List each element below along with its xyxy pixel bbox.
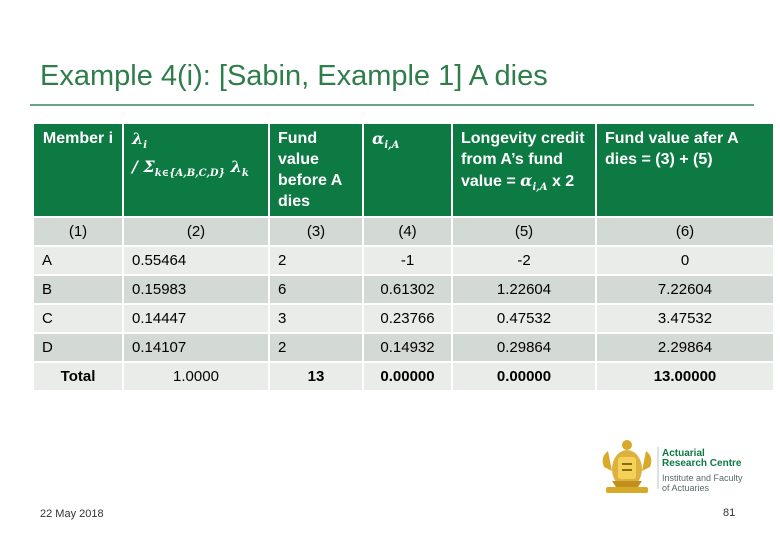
col-number-3: (3): [270, 216, 364, 245]
share-formula-denominator: / $\Sigma_{k\in\{A,B,C,D\}}$ $\lambda_k$: [132, 157, 249, 180]
table-row-column-numbers: [34, 216, 773, 245]
header-member: [34, 124, 124, 216]
total-fund-before-cell: 13: [270, 361, 364, 390]
credit-cell: -2: [453, 245, 597, 274]
share-cell: 0.14107: [124, 332, 270, 361]
fund-after-cell: 7.22604: [597, 274, 773, 303]
credit-cell: 0.29864: [453, 332, 597, 361]
logo-line-1: Actuarial: [662, 448, 705, 459]
credit-cell: 0.47532: [453, 303, 597, 332]
alpha-formula: $\alpha_{i,A}$: [372, 129, 400, 152]
logo-line-4: of Actuaries: [662, 483, 710, 493]
table-row: [34, 332, 773, 361]
page-number: 81: [723, 507, 736, 519]
table-row: [34, 274, 773, 303]
alpha-cell: 0.14932: [364, 332, 453, 361]
alpha-symbol: $\alpha_{i,A}$: [520, 171, 548, 194]
share-cell: 0.15983: [124, 274, 270, 303]
total-alpha-cell: 0.00000: [364, 361, 453, 390]
share-cell: 0.55464: [124, 245, 270, 274]
title-divider: [30, 104, 754, 106]
fund-after-cell: 0: [597, 245, 773, 274]
member-cell: B: [34, 274, 124, 303]
logo-text: [662, 449, 743, 493]
share-cell: 0.14447: [124, 303, 270, 332]
alpha-cell: 0.61302: [364, 274, 453, 303]
share-formula: $\lambda_i$: [132, 129, 148, 152]
col-number-1: (1): [34, 216, 124, 245]
header-share-formula: [124, 124, 270, 216]
header-member-label: Member i: [42, 130, 114, 147]
fund-before-cell: 3: [270, 303, 364, 332]
fund-before-cell: 6: [270, 274, 364, 303]
footer-date: 22 May 2018: [40, 508, 104, 520]
table-header-row: [34, 124, 773, 216]
fund-before-cell: 2: [270, 332, 364, 361]
total-fund-after-cell: 13.00000: [597, 361, 773, 390]
table-row: [34, 303, 773, 332]
fund-after-cell: 2.29864: [597, 332, 773, 361]
member-cell: D: [34, 332, 124, 361]
slide-title: Example 4(i): [Sabin, Example 1] A dies: [40, 60, 548, 92]
col-number-6: (6): [597, 216, 773, 245]
total-label: Total: [34, 361, 124, 390]
logo-line-2: Research Centre: [662, 458, 742, 469]
header-fund-after: Fund value afer A dies = (3) + (5): [597, 124, 773, 216]
alpha-cell: -1: [364, 245, 453, 274]
fund-after-cell: 3.47532: [597, 303, 773, 332]
col-number-5: (5): [453, 216, 597, 245]
total-credit-cell: 0.00000: [453, 361, 597, 390]
col-number-2: (2): [124, 216, 270, 245]
total-share-cell: 1.0000: [124, 361, 270, 390]
header-longevity-credit: Longevity credit from A’s fund value = $\alpha_{i,A}$ x 2: [453, 124, 597, 216]
table-row: [34, 245, 773, 274]
alpha-cell: 0.23766: [364, 303, 453, 332]
logo-line-3: Institute and Faculty: [662, 473, 743, 483]
fund-before-cell: 2: [270, 245, 364, 274]
table-row-total: [34, 361, 773, 390]
member-cell: C: [34, 303, 124, 332]
col-number-4: (4): [364, 216, 453, 245]
results-table: [34, 124, 773, 390]
header-fund-before: Fund value before A dies: [270, 124, 364, 216]
header-alpha: [364, 124, 453, 216]
credit-cell: 1.22604: [453, 274, 597, 303]
member-cell: A: [34, 245, 124, 274]
